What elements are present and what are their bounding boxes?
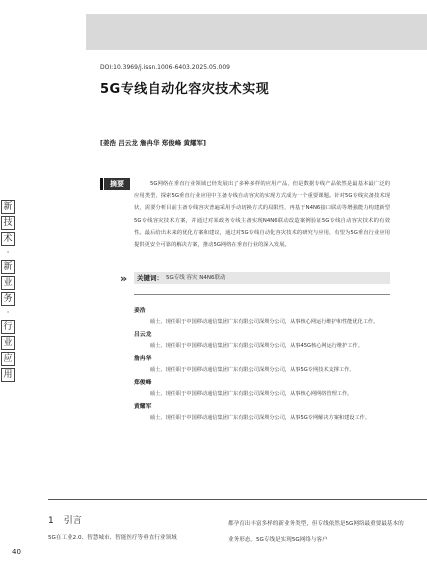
side-tab-separator: · (6, 248, 10, 258)
side-tab-char: 业 (1, 276, 15, 290)
side-tab-char: 新 (1, 200, 15, 214)
doi: DOI:10.3969/j.issn.1006-6403.2025.05.009 (100, 64, 230, 71)
abstract-text: 5G网络在垂直行业领域已经发展出了多种多样的应用产品，但是数据专线产品依然是最基本最广泛的应用类型，探索5G垂直行业应用中主备专线自动容灾的实现方式成为一个重要课题。针对5G专线灾备技术现状，需要分析目前主备专线容灾普遍采用手动切换方式的局限性，再基于N4N6接口联动等增强能力构建新型5G专线容灾技术方案，并通过对某政务专线主备实现N4N6联动改造案例验证5G专线自动容灾技术的有效性。最后给出未来的优化方案和建议，通过对5G专线自动化容灾技术的研究与应用，有望为5G垂直行业应用提供更安全可靠的解决方案，推动5G网络在垂直行业的深入发展。 (134, 181, 390, 249)
side-tab-char: 行 (1, 320, 15, 334)
section-number: 1 (48, 516, 54, 526)
bio-text: 硕士，现任职于中国移动通信集团广东有限公司深圳分公司，从事核心网运行维护和性能优化工作。 (150, 319, 379, 325)
author-bios (134, 306, 390, 426)
intro-right-text: 都孕育出丰富多样的新业务类型，但专线依然是5G网络最重要最基本的业务形态。5G专线是实现5G网络与客户 (228, 521, 404, 543)
side-tab-char: 应 (1, 352, 15, 366)
section-side-tab (0, 200, 16, 424)
bio-name: 詹冉华 (134, 356, 152, 362)
bio-name: 黄耀军 (134, 404, 152, 410)
keywords-divider (134, 294, 390, 295)
side-tab-separator: · (6, 308, 10, 318)
keywords-label: 关键词： (137, 274, 163, 282)
bio-text: 硕士，现任职于中国移动通信集团广东有限公司深圳分公司，从事5G专网技术支撑工作。 (150, 367, 355, 373)
double-chevron-icon: » (120, 272, 128, 285)
paper-title: 5G专线自动化容灾技术实现 (100, 82, 270, 97)
section-title: 引言 (63, 516, 82, 526)
side-tab-char: 技 (1, 216, 15, 230)
section-heading (48, 513, 82, 526)
author-list: [姜浩 吕云龙 詹冉华 郑俊峰 黄耀军] (100, 139, 206, 147)
side-tab-char: 术 (1, 232, 15, 246)
side-tab-char: 业 (1, 336, 15, 350)
side-tab-char: 新 (1, 260, 15, 274)
bio-name: 姜浩 (134, 308, 146, 314)
header-band (86, 14, 427, 50)
side-tab-char: 用 (1, 368, 15, 382)
abstract-label: 摘要 (104, 178, 130, 190)
keywords-text: 5G专线 容灾 N4N6联动 (166, 275, 226, 281)
intro-left-text: 5G在工业2.0、智慧城市、智能医疗等垂直行业领域 (48, 535, 177, 541)
abstract-marker (100, 178, 103, 190)
bio-text: 硕士，现任职于中国移动通信集团广东有限公司深圳分公司，从事核心网网络管理工作。 (150, 391, 353, 397)
bio-name: 吕云龙 (134, 332, 152, 338)
page-number: 40 (12, 548, 21, 556)
bio-name: 郑俊峰 (134, 380, 152, 386)
side-tab-char: 务 (1, 292, 15, 306)
section-divider (48, 499, 427, 500)
bio-text: 硕士，现任职于中国移动通信集团广东有限公司深圳分公司，从事45G核心网运行维护工作。 (150, 343, 363, 349)
bio-text: 硕士，现任职于中国移动通信集团广东有限公司深圳分公司，从事5G专网解决方案和建设工作。 (150, 415, 371, 421)
